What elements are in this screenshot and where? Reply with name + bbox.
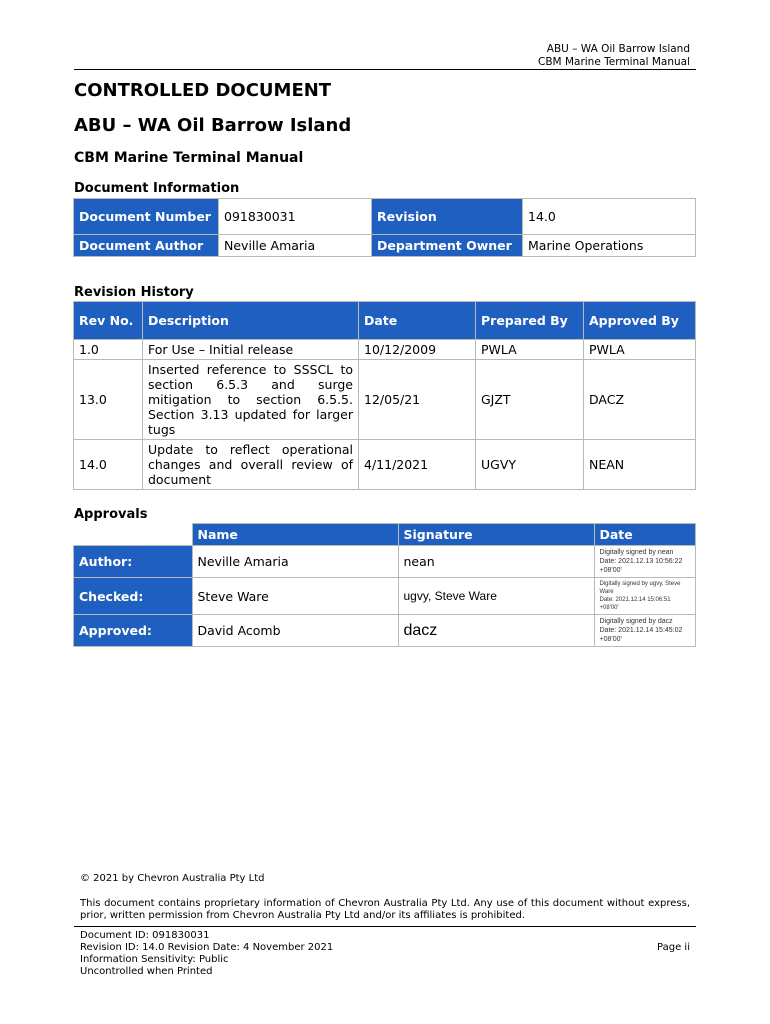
date-cell: 10/12/2009 xyxy=(359,340,476,360)
table-row xyxy=(74,360,696,440)
dept-owner-value: Marine Operations xyxy=(523,235,696,257)
digital-signature xyxy=(594,615,696,647)
footer-meta xyxy=(80,930,333,978)
table-row xyxy=(74,578,696,615)
copyright: © 2021 by Chevron Australia Pty Ltd xyxy=(80,873,265,884)
date-cell: 12/05/21 xyxy=(359,360,476,440)
doc-number-label: Document Number xyxy=(74,199,219,235)
table-row xyxy=(74,546,696,578)
prepared-cell: UGVY xyxy=(476,440,584,490)
role-cell: Author: xyxy=(74,546,193,578)
digital-signature-date: Date: 2021.12.14 15:45:02 +08'00' xyxy=(599,627,683,643)
doc-number-value: 091830031 xyxy=(219,199,372,235)
signature-cell: ugvy, Steve Ware xyxy=(398,578,594,615)
footer-uncontrolled: Uncontrolled when Printed xyxy=(80,966,213,977)
document-info-table xyxy=(73,198,696,257)
digital-signature-by: Digitally signed by nean xyxy=(599,549,674,556)
footer-rule xyxy=(74,926,696,927)
rev-cell: 1.0 xyxy=(74,340,143,360)
page-number: Page ii xyxy=(657,942,690,953)
table-row xyxy=(74,440,696,490)
table-row xyxy=(74,615,696,647)
digital-signature-by: Digitally signed by ugvy, Steve Ware xyxy=(599,581,681,595)
footer-doc-id: Document ID: 091830031 xyxy=(80,930,210,941)
col-date: Date xyxy=(359,302,476,340)
col-signature: Signature xyxy=(398,524,594,546)
dept-owner-label: Department Owner xyxy=(372,235,523,257)
digital-signature xyxy=(594,546,696,578)
col-prepared-by: Prepared By xyxy=(476,302,584,340)
header-rule xyxy=(74,69,696,70)
name-cell: David Acomb xyxy=(192,615,398,647)
digital-signature xyxy=(594,578,696,615)
header-line-1: ABU – WA Oil Barrow Island xyxy=(546,43,690,55)
approved-cell: DACZ xyxy=(584,360,696,440)
col-rev-no: Rev No. xyxy=(74,302,143,340)
col-name: Name xyxy=(192,524,398,546)
digital-signature-by: Digitally signed by dacz xyxy=(599,618,673,625)
revision-label: Revision xyxy=(372,199,523,235)
rev-cell: 14.0 xyxy=(74,440,143,490)
name-cell: Steve Ware xyxy=(192,578,398,615)
col-date: Date xyxy=(594,524,696,546)
desc-cell: Update to reflect operational changes and overall review of document xyxy=(143,440,359,490)
col-approved-by: Approved By xyxy=(584,302,696,340)
revision-history-table xyxy=(73,301,696,490)
approvals-heading: Approvals xyxy=(74,507,148,522)
desc-cell: For Use – Initial release xyxy=(143,340,359,360)
name-cell: Neville Amaria xyxy=(192,546,398,578)
doc-info-heading: Document Information xyxy=(74,181,240,196)
doc-author-label: Document Author xyxy=(74,235,219,257)
revision-history-heading: Revision History xyxy=(74,285,194,300)
desc-cell: Inserted reference to SSSCL to section 6.5.3 and surge mitigation to section 6.5.5. Section 3.13 updated for larger tugs xyxy=(143,360,359,440)
footer-sensitivity: Information Sensitivity: Public xyxy=(80,954,229,965)
doc-author-value: Neville Amaria xyxy=(219,235,372,257)
main-title: ABU – WA Oil Barrow Island xyxy=(74,115,352,136)
prepared-cell: PWLA xyxy=(476,340,584,360)
table-row xyxy=(74,340,696,360)
revision-value: 14.0 xyxy=(523,199,696,235)
signature-cell: dacz xyxy=(398,615,594,647)
role-cell: Approved: xyxy=(74,615,193,647)
digital-signature-date: Date: 2021.12.14 15:06:51 +08'00' xyxy=(599,597,671,611)
role-cell: Checked: xyxy=(74,578,193,615)
digital-signature-date: Date: 2021.12.13 10:56:22 +08'00' xyxy=(599,558,683,574)
blank-header xyxy=(74,524,193,546)
subtitle: CBM Marine Terminal Manual xyxy=(74,150,304,166)
date-cell: 4/11/2021 xyxy=(359,440,476,490)
signature-cell: nean xyxy=(398,546,594,578)
controlled-document-title: CONTROLLED DOCUMENT xyxy=(74,80,332,101)
running-header xyxy=(538,43,690,69)
footer-revision: Revision ID: 14.0 Revision Date: 4 November 2021 xyxy=(80,942,334,953)
proprietary-notice: This document contains proprietary information of Chevron Australia Pty Ltd. Any use of this document without express, prior, written permission from Chevron Australia Pty Ltd and/or its affiliates is prohibited. xyxy=(80,898,690,921)
header-line-2: CBM Marine Terminal Manual xyxy=(538,56,690,68)
approved-cell: NEAN xyxy=(584,440,696,490)
col-description: Description xyxy=(143,302,359,340)
approvals-table xyxy=(73,523,696,647)
approved-cell: PWLA xyxy=(584,340,696,360)
rev-cell: 13.0 xyxy=(74,360,143,440)
prepared-cell: GJZT xyxy=(476,360,584,440)
